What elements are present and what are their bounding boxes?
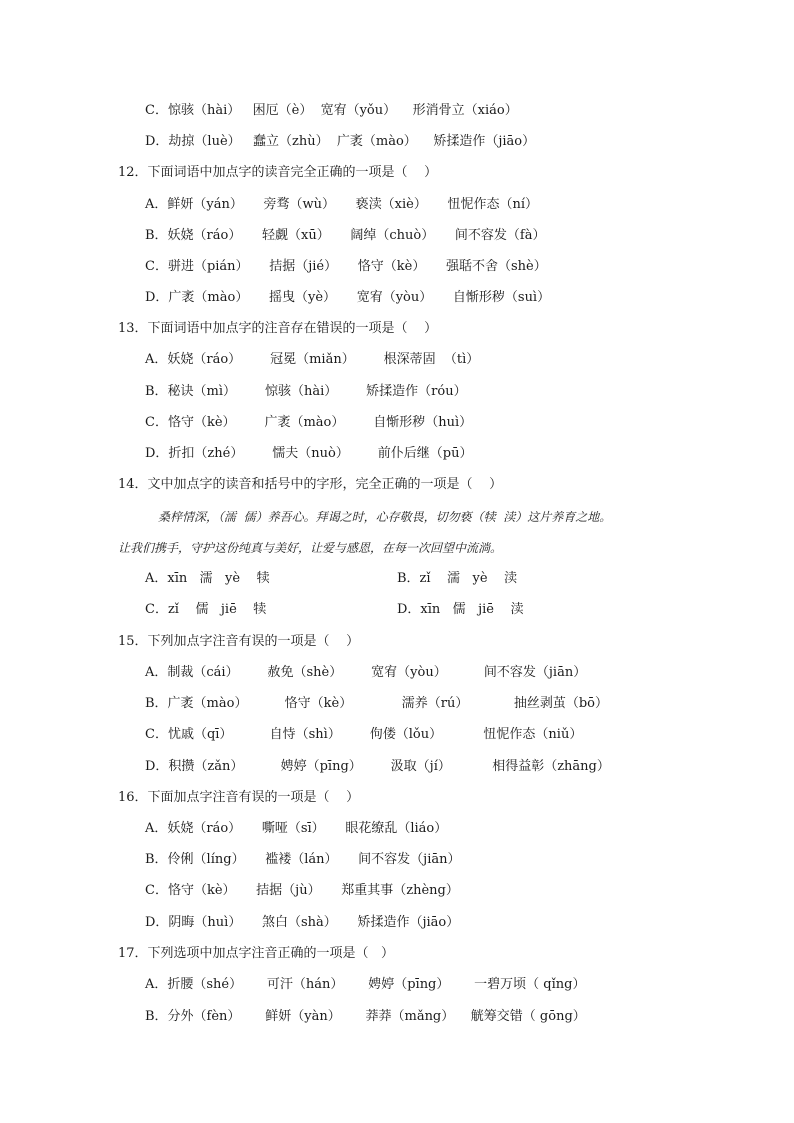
question-stem: 12．下面词语中加点字的读音完全正确的一项是（ ） [118, 165, 438, 180]
answer-option: B．分外（fèn） 鲜妍（yàn） 莽莽（mǎng） 觥筹交错（ gōng） [145, 1009, 586, 1024]
answer-option: A．妖娆（ráo） 嘶哑（sī） 眼花缭乱（liáo） [145, 821, 448, 836]
answer-option: B．伶俐（líng） 褴褛（lán） 间不容发（jiān） [145, 852, 461, 867]
answer-option: C．忧戚（qī） 自恃（shì） 佝偻（lǒu） 忸怩作态（niǔ） [145, 727, 583, 742]
answer-option: A．鲜妍（yán） 旁骛（wù） 亵渎（xiè） 忸怩作态（ní） [145, 197, 539, 212]
answer-option: D．广袤（mào） 摇曳（yè） 宽宥（yòu） 自惭形秽（suì） [145, 290, 551, 305]
answer-option: B．妖娆（ráo） 轻觑（xū） 阔绰（chuò） 间不容发（fà） [145, 228, 546, 243]
answer-option: C．惊骇（hài） 困厄（è） 宽宥（yǒu） 形消骨立（xiáo） [145, 103, 518, 118]
answer-option: B．秘诀（mì） 惊骇（hài） 矫揉造作（róu） [145, 384, 467, 399]
answer-option: C．恪守（kè） 广袤（mào） 自惭形秽（huì） [145, 415, 473, 430]
passage-text: 让我们携手，守护这份纯真与美好，让爱与感恩，在每一次回望中流淌。 [118, 541, 503, 555]
question-stem: 14．文中加点字的读音和括号中的字形，完全正确的一项是（ ） [118, 477, 503, 492]
answer-option: D．劫掠（luè） 蠢立（zhù） 广袤（mào） 矫揉造作（jiāo） [145, 134, 536, 149]
answer-option: B．zǐ 濡 yè 渎 [397, 571, 518, 586]
answer-option: D．xīn 儒 jiē 渎 [397, 602, 524, 617]
answer-option: A．妖娆（ráo） 冠冕（miǎn） 根深蒂固 （tì） [145, 352, 480, 367]
question-stem: 17．下列选项中加点字注音正确的一项是（ ） [118, 946, 394, 961]
answer-option: B．广袤（mào） 恪守（kè） 濡养（rú） 抽丝剥茧（bō） [145, 696, 608, 711]
question-stem: 15．下列加点字注音有误的一项是（ ） [118, 634, 360, 649]
answer-option: C．恪守（kè） 拮据（jù） 郑重其事（zhèng） [145, 883, 459, 898]
answer-option: A．xīn 濡 yè 犊 [145, 571, 270, 586]
answer-option: D．折扣（zhé） 懦夫（nuò） 前仆后继（pū） [145, 446, 473, 461]
answer-option: D．积攒（zǎn） 娉婷（pīng） 汲取（jí） 相得益彰（zhāng） [145, 759, 610, 774]
answer-option: C．骈进（pián） 拮据（jié） 恪守（kè） 强聒不舍（shè） [145, 259, 547, 274]
question-stem: 13．下面词语中加点字的注音存在错误的一项是（ ） [118, 321, 438, 336]
question-stem: 16．下面加点字注音有误的一项是（ ） [118, 790, 360, 805]
answer-option: C．zǐ 儒 jiē 犊 [145, 602, 267, 617]
answer-option: D．阴晦（huì） 煞白（shà） 矫揉造作（jiāo） [145, 915, 460, 930]
answer-option: A．折腰（shé） 可汗（hán） 娉婷（pīng） 一碧万顷（ qǐng） [145, 977, 586, 992]
answer-option: A．制裁（cái） 赦免（shè） 宽宥（yòu） 间不容发（jiān） [145, 665, 587, 680]
passage-text: 桑梓情深，（濡 儒）养吾心。拜谒之时，心存敬畏，切勿亵（犊 渎）这片养育之地。 [158, 510, 612, 524]
